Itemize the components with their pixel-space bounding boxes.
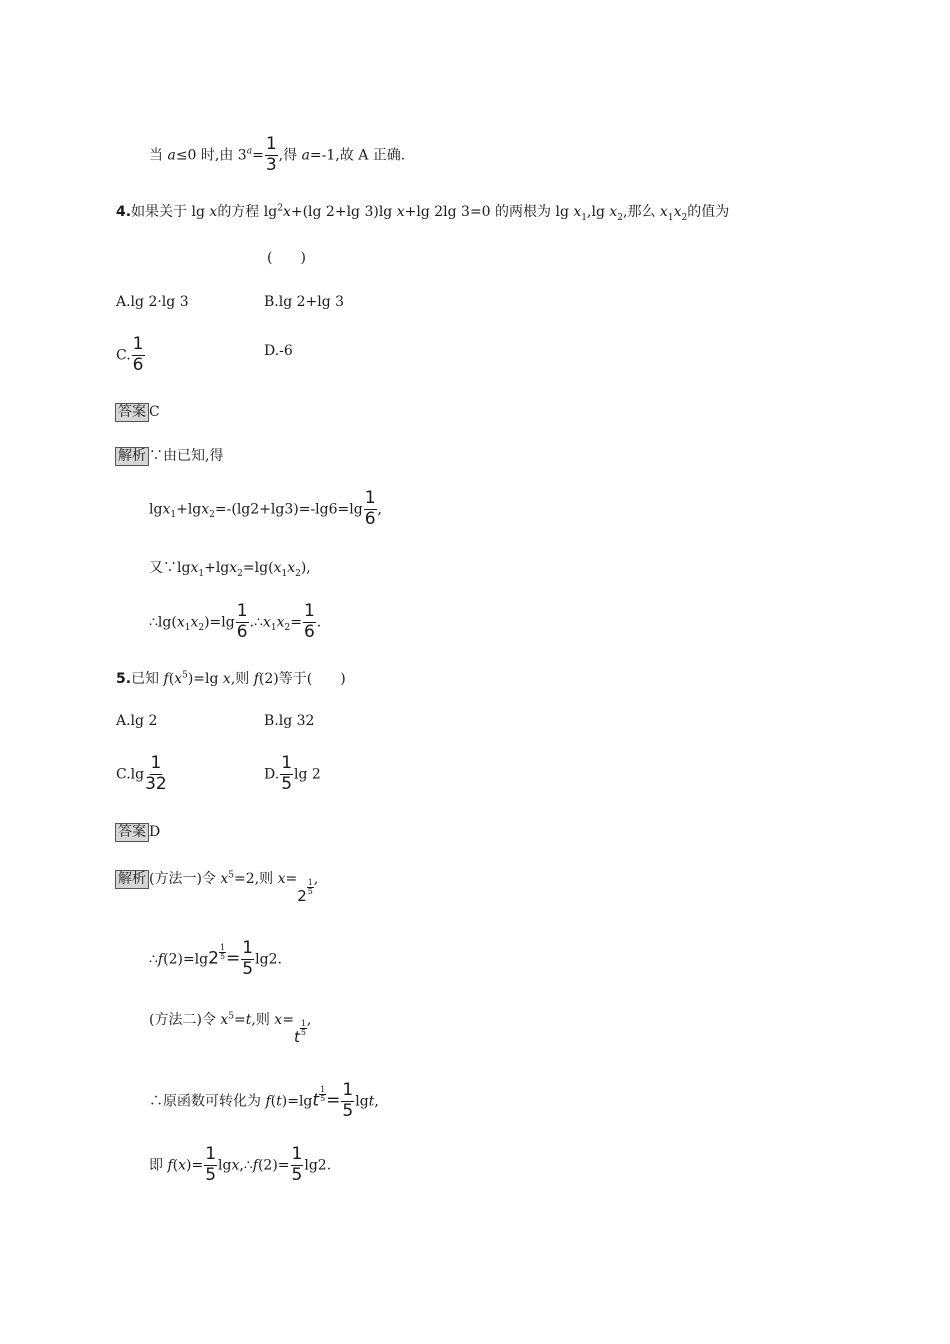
- exponent-denominator: 5: [300, 1028, 306, 1038]
- subscript: 2: [209, 510, 215, 521]
- numerator: 1: [205, 1144, 217, 1164]
- fraction: [341, 1082, 354, 1121]
- denominator: 5: [342, 1100, 354, 1121]
- text: ,那么: [623, 204, 660, 220]
- denominator: 3: [265, 154, 277, 175]
- var-a: a: [167, 147, 176, 164]
- numerator: 1: [291, 1144, 303, 1164]
- text: ,: [377, 501, 382, 518]
- answer-value: C: [149, 404, 160, 420]
- fraction: [241, 940, 254, 979]
- question-5-stem: [116, 672, 346, 686]
- fraction: [132, 336, 145, 375]
- exponent-denominator: 5: [320, 1093, 326, 1103]
- answer-tag: 答案: [115, 823, 149, 842]
- var-x: x: [190, 614, 199, 631]
- option-a: A.lg 2·lg 3: [116, 294, 189, 310]
- var-x: x: [287, 560, 296, 576]
- var-x: x: [396, 204, 405, 220]
- var-x: x: [262, 614, 271, 631]
- text: (方法二)令: [149, 1012, 221, 1028]
- option-label: C.: [116, 347, 131, 364]
- denominator: 5: [281, 773, 293, 794]
- func-f: f: [157, 951, 164, 968]
- text: ,: [313, 871, 319, 887]
- text: ∴: [149, 951, 158, 968]
- text: 即: [149, 1157, 168, 1174]
- fractional-exponent: [219, 944, 226, 961]
- denominator: 5: [242, 958, 254, 979]
- numerator: 1: [364, 488, 376, 508]
- text: ,则: [230, 671, 254, 687]
- text: +lg 2lg 3=0 的两根为 lg: [404, 204, 574, 220]
- text: ∴lg(: [149, 614, 177, 631]
- subscript: 2: [198, 623, 205, 634]
- text: lg2.: [304, 1157, 332, 1174]
- denominator: 6: [303, 621, 315, 642]
- numerator: 1: [242, 938, 254, 958]
- text: ∴原函数可转化为: [149, 1093, 266, 1110]
- fractional-exponent: [319, 1086, 326, 1103]
- var-t: t: [245, 1012, 252, 1028]
- option-d: D.-6: [264, 343, 293, 359]
- denominator: 6: [364, 508, 376, 529]
- exponent-denominator: 5: [219, 951, 226, 961]
- numerator: 1: [265, 134, 277, 154]
- text: 的方程 lg: [217, 204, 278, 220]
- numerator: 1: [132, 334, 144, 354]
- fraction: [364, 490, 377, 529]
- var-x: x: [609, 204, 618, 220]
- var-x: x: [273, 560, 282, 576]
- text: 的值为: [687, 204, 730, 220]
- text: )=lg: [204, 614, 235, 631]
- analysis-method-2: [149, 1011, 312, 1046]
- denominator: 32: [145, 773, 167, 794]
- fraction: [303, 603, 316, 642]
- analysis-step-2: [149, 560, 311, 579]
- text: .: [316, 614, 322, 631]
- var-x: x: [673, 204, 682, 220]
- var-x: x: [220, 1012, 229, 1028]
- power-base: 2: [208, 948, 219, 969]
- text: ),: [300, 560, 311, 576]
- var-x: x: [174, 671, 183, 687]
- func-f: f: [265, 1093, 271, 1110]
- subscript: 2: [617, 212, 624, 223]
- option-label: D.: [264, 766, 280, 783]
- var-x: x: [176, 614, 185, 631]
- power-base: t: [312, 1090, 320, 1111]
- func-f: f: [167, 1157, 173, 1174]
- analysis-step-3: [149, 603, 321, 642]
- exponent-numerator: 1: [307, 878, 313, 888]
- exponent: a: [246, 146, 253, 157]
- exponent: 5: [228, 1011, 235, 1022]
- text: =: [234, 1012, 246, 1028]
- exponent-numerator: 1: [320, 1084, 326, 1094]
- var-t: t: [368, 1093, 375, 1110]
- text: =: [282, 1012, 294, 1028]
- analysis-step-transform: [149, 1082, 379, 1121]
- subscript: 1: [270, 623, 277, 634]
- fraction: [280, 755, 293, 794]
- text: (: [172, 1157, 179, 1174]
- fraction: [291, 1146, 304, 1185]
- text: (2)=: [257, 1157, 290, 1174]
- text: (2)等于( ): [258, 671, 346, 687]
- var-x: x: [201, 501, 210, 518]
- text: (: [270, 1093, 277, 1110]
- analysis-step-1: [149, 490, 382, 529]
- fractional-exponent: [300, 1020, 307, 1037]
- text: ,则: [251, 1012, 275, 1028]
- text: +(lg 2+lg 3)lg: [290, 204, 397, 220]
- exponent-numerator: 1: [219, 942, 226, 952]
- fractional-exponent: [307, 879, 314, 896]
- option-label: C.lg: [116, 766, 145, 783]
- text: ,∴: [239, 1157, 253, 1174]
- text: =: [290, 614, 302, 631]
- var-x: x: [178, 1157, 187, 1174]
- subscript: 2: [284, 623, 291, 634]
- answer-line: [115, 403, 160, 422]
- fraction: [265, 136, 278, 175]
- option-a: A.lg 2: [116, 713, 158, 729]
- text: =-1,故 A 正确.: [309, 147, 406, 164]
- option-c: [116, 336, 146, 375]
- exponent: 5: [182, 670, 188, 681]
- var-x: x: [274, 1012, 283, 1028]
- text: +lg: [204, 560, 230, 576]
- numerator: 1: [281, 753, 293, 773]
- question-number: 4.: [116, 204, 132, 220]
- text: (方法一)令: [149, 871, 221, 887]
- text: =: [252, 147, 264, 164]
- option-d: [264, 755, 321, 794]
- subscript: 2: [295, 568, 301, 579]
- text: ∵由已知,得: [149, 448, 224, 464]
- var-x: x: [277, 871, 286, 887]
- option-b: B.lg 2+lg 3: [264, 294, 345, 310]
- numerator: 1: [150, 753, 162, 773]
- question-number: 5.: [116, 671, 132, 687]
- var-x: x: [276, 614, 285, 631]
- analysis-step-f2: [149, 940, 282, 979]
- subscript: 1: [170, 510, 177, 521]
- var-x: x: [659, 204, 668, 220]
- fraction: [145, 755, 167, 794]
- exponent-numerator: 1: [300, 1019, 306, 1029]
- var-x: x: [222, 671, 231, 687]
- text: )=: [186, 1157, 204, 1174]
- answer-value: D: [149, 824, 161, 840]
- subscript: 1: [581, 212, 588, 223]
- answer-line: [115, 823, 160, 842]
- equals: =: [326, 1090, 341, 1111]
- text: (2)=lg: [163, 951, 209, 968]
- text: ,得: [278, 147, 302, 164]
- numerator: 1: [236, 601, 248, 621]
- fraction: [236, 603, 249, 642]
- func-f: f: [252, 1157, 258, 1174]
- numerator: 1: [303, 601, 315, 621]
- text: =lg(: [242, 560, 274, 576]
- power-base: t: [293, 1028, 300, 1046]
- answer-tag: 答案: [115, 403, 149, 422]
- text: ,: [306, 1012, 312, 1028]
- denominator: 5: [205, 1164, 217, 1185]
- denominator: 6: [236, 621, 248, 642]
- analysis-tag: 解析: [115, 447, 149, 466]
- text: lg: [218, 1157, 232, 1174]
- question-4-stem: [116, 203, 730, 223]
- text: 已知: [131, 671, 164, 687]
- subscript: 1: [667, 212, 674, 223]
- var-x: x: [282, 204, 291, 220]
- text: ≤0 时,由 3: [175, 147, 247, 164]
- denominator: 6: [132, 354, 144, 375]
- text: ,lg: [587, 204, 610, 220]
- power-base: 2: [297, 887, 307, 905]
- text: (: [168, 671, 175, 687]
- var-x: x: [220, 871, 229, 887]
- fraction: [204, 1146, 217, 1185]
- equals: =: [226, 948, 241, 969]
- subscript: 2: [237, 568, 243, 579]
- var-x: x: [229, 560, 238, 576]
- text: lg 2: [294, 766, 321, 783]
- option-c: [116, 755, 168, 794]
- analysis-line: [115, 447, 223, 466]
- exponent: 2: [277, 203, 283, 214]
- exponent: 5: [228, 870, 235, 881]
- numerator: 1: [342, 1080, 354, 1100]
- func-f: f: [253, 671, 259, 687]
- solution-line-a-le-0: [149, 136, 405, 175]
- text: +lg: [176, 501, 202, 518]
- text: lg: [355, 1093, 369, 1110]
- subscript: 2: [681, 212, 688, 223]
- var-t: t: [276, 1093, 282, 1110]
- text: )=lg: [281, 1093, 313, 1110]
- text: lg2.: [255, 951, 282, 968]
- var-x: x: [231, 1157, 240, 1174]
- analysis-conclusion: [149, 1146, 331, 1185]
- text: =2,则: [234, 871, 278, 887]
- var-x: x: [573, 204, 582, 220]
- analysis-tag: 解析: [115, 870, 149, 889]
- var-x: x: [209, 204, 218, 220]
- text: =: [285, 871, 298, 887]
- exponent-denominator: 5: [307, 887, 313, 897]
- subscript: 1: [281, 568, 288, 579]
- text: lg: [149, 501, 163, 518]
- text: 当: [149, 147, 168, 164]
- var-x: x: [190, 560, 199, 576]
- text: 又∵lg: [149, 560, 191, 576]
- text: .∴: [249, 614, 263, 631]
- option-b: B.lg 32: [264, 713, 315, 729]
- subscript: 1: [198, 568, 205, 579]
- var-x: x: [162, 501, 171, 518]
- var-a: a: [301, 147, 310, 164]
- answer-parentheses: ( ): [267, 250, 306, 266]
- subscript: 1: [184, 623, 191, 634]
- func-f: f: [163, 671, 169, 687]
- text: ,: [374, 1093, 379, 1110]
- analysis-method-1: [115, 870, 319, 905]
- text: =-(lg2+lg3)=-lg6=lg: [214, 501, 363, 518]
- text: 如果关于 lg: [131, 204, 210, 220]
- text: )=lg: [187, 671, 223, 687]
- denominator: 5: [291, 1164, 303, 1185]
